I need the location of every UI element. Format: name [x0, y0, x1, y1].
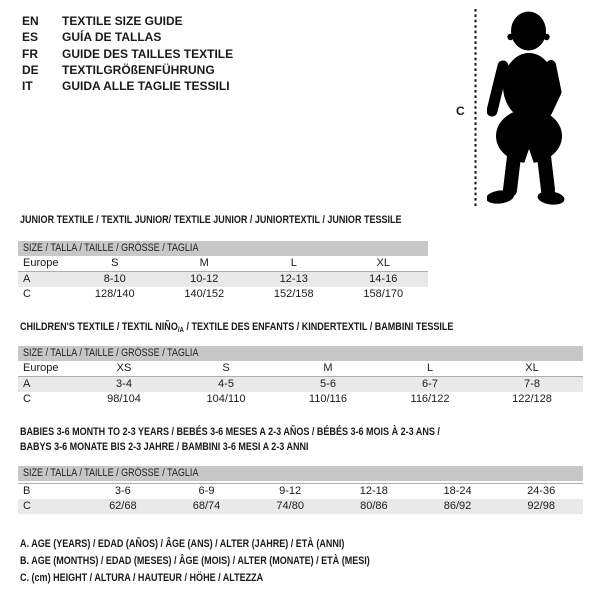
table-cell: 8-10 [103, 273, 126, 285]
table-cell: L [426, 362, 434, 374]
children-title-subscript: /A [177, 325, 184, 334]
babies-title-line1: BABIES 3-6 MONTH TO 2-3 YEARS / BEBÉS 3-6 MESES A 2-3 AÑOS / BÉBÉS 3-6 MOIS À 2-3 ANS / [20, 426, 440, 438]
table-cell: S [222, 362, 230, 374]
table-cell: XL [376, 257, 390, 269]
table-cell: 128/140 [94, 288, 135, 300]
table-cell: 152/158 [273, 288, 314, 300]
language-title: TEXTILE SIZE GUIDE [62, 14, 183, 28]
language-code: IT [22, 79, 33, 94]
language-code: ES [22, 30, 39, 45]
table-cell: 68/74 [192, 500, 221, 512]
size-header-text: SIZE / TALLA / TAILLE / GRÖSSE / TAGLIA [23, 242, 199, 254]
table-cell: 5-6 [320, 378, 336, 390]
table-cell: 86/92 [443, 500, 472, 512]
language-code: EN [22, 14, 39, 28]
legend-line-a-text: A. AGE (YEARS) / EDAD (AÑOS) / ÂGE (ANS) / ALTER (JAHRE) / ETÀ (ANNI) [20, 538, 345, 550]
height-dashed-line [473, 9, 478, 208]
row-label: Europe [23, 362, 59, 374]
size-header-bar [18, 466, 583, 481]
table-row [18, 361, 583, 377]
children-title-after: / TEXTILE DES ENFANTS / KINDERTEXTIL / BAMBINI TESSILE [183, 321, 454, 333]
legend-line-b [20, 553, 447, 570]
legend-line-c [20, 570, 447, 587]
table-cell: 3-6 [114, 485, 131, 497]
junior-size-table [18, 241, 428, 302]
legend-line-a [20, 536, 447, 553]
table-cell: 9-12 [279, 485, 302, 497]
size-header-text: SIZE / TALLA / TAILLE / GRÖSSE / TAGLIA [23, 347, 199, 359]
table-cell: 14-16 [369, 273, 398, 285]
table-cell: 104/110 [206, 393, 246, 405]
table-cell: 140/152 [184, 288, 225, 300]
language-title: GUÍA DE TALLAS [62, 30, 162, 45]
children-title-before: CHILDREN'S TEXTILE / TEXTIL NIÑO [20, 321, 178, 333]
table-cell: 80/86 [360, 500, 388, 512]
table-cell: 6-9 [198, 485, 215, 497]
table-cell: XL [525, 362, 539, 374]
language-title: GUIDE DES TAILLES TEXTILE [62, 46, 234, 61]
table-cell: 98/104 [107, 393, 141, 405]
language-row [22, 46, 233, 62]
legend-line-c-text: C. (cm) HEIGHT / ALTURA / HAUTEUR / HÖHE / ALTEZZA [20, 571, 264, 584]
table-cell: 116/122 [410, 393, 450, 405]
row-label: A [23, 378, 31, 390]
table-row [18, 256, 428, 272]
table-row [18, 499, 583, 514]
size-header-bar [18, 241, 428, 256]
table-cell: XS [116, 362, 132, 374]
table-cell: M [199, 257, 209, 269]
row-label: A [23, 273, 31, 285]
table-cell: 18-24 [443, 485, 472, 497]
babies-title-line2: BABYS 3-6 MONATE BIS 2-3 JAHRE / BAMBINI 3-6 MESI A 2-3 ANNI [20, 441, 309, 453]
children-table-title [20, 320, 549, 337]
babies-table-title [20, 425, 532, 455]
row-label: C [23, 393, 31, 405]
table-cell: 4-5 [218, 378, 234, 390]
language-title-list [22, 13, 233, 94]
height-measure-label: C [456, 104, 465, 118]
junior-table-title [20, 213, 485, 228]
language-code: DE [22, 62, 39, 77]
table-cell: 92/98 [527, 500, 555, 512]
table-row [18, 287, 428, 302]
size-header-bar [18, 346, 583, 361]
children-size-table [18, 346, 583, 407]
row-label: C [23, 500, 31, 512]
language-title: GUIDA ALLE TAGLIE TESSILI [62, 79, 230, 94]
language-row [22, 29, 233, 45]
row-label: C [23, 288, 31, 300]
language-code: FR [22, 46, 38, 61]
table-cell: L [290, 257, 297, 269]
table-cell: 24-36 [527, 485, 556, 497]
table-cell: 110/116 [308, 393, 348, 405]
row-label: B [23, 485, 31, 497]
language-row [22, 13, 233, 29]
table-row [18, 483, 583, 499]
table-cell: S [111, 257, 119, 269]
measurement-legend [20, 536, 447, 586]
table-cell: 10-12 [190, 273, 219, 285]
junior-table-title-text: JUNIOR TEXTILE / TEXTIL JUNIOR/ TEXTILE JUNIOR / JUNIORTEXTIL / JUNIOR TESSILE [20, 214, 402, 226]
size-header-text: SIZE / TALLA / TAILLE / GRÖSSE / TAGLIA [23, 467, 199, 479]
babies-size-table [18, 466, 583, 514]
language-title: TEXTILGRÖßENFÜHRUNG [62, 62, 215, 77]
table-cell: 62/68 [109, 500, 137, 512]
toddler-silhouette-icon [487, 8, 572, 208]
legend-line-b-text: B. AGE (MONTHS) / EDAD (MESES) / ÂGE (MOIS) / ALTER (MONATE) / ETÀ (MESI) [20, 554, 370, 567]
table-cell: 3-4 [116, 378, 132, 390]
table-cell: 7-8 [524, 378, 540, 390]
table-cell: 6-7 [422, 378, 438, 390]
table-cell: 158/170 [363, 288, 404, 300]
table-cell: 74/80 [276, 500, 304, 512]
table-row [18, 272, 428, 287]
table-cell: M [323, 362, 333, 374]
language-row [22, 78, 233, 94]
language-row [22, 62, 233, 78]
table-cell: 12-18 [359, 485, 388, 497]
table-row [18, 392, 583, 407]
table-row [18, 377, 583, 392]
table-cell: 122/128 [512, 393, 552, 405]
table-cell: 12-13 [279, 273, 308, 285]
children-table-title-text [20, 320, 453, 337]
row-label: Europe [23, 257, 59, 269]
